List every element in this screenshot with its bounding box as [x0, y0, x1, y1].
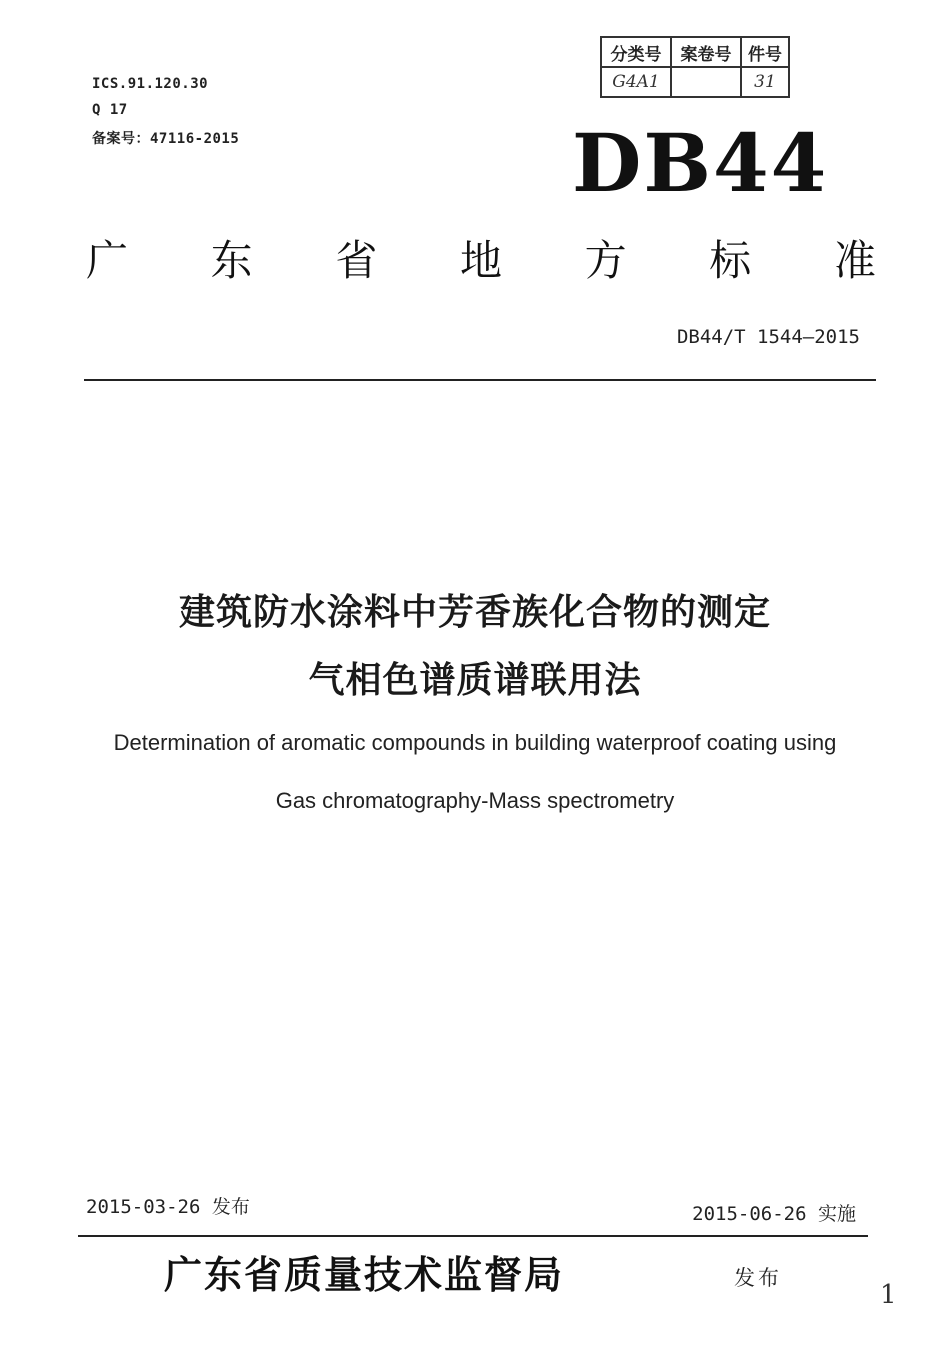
stamp-value-item: 31: [741, 67, 789, 97]
implement-date: 2015-06-26 实施: [692, 1203, 856, 1225]
standard-type-char: 标: [709, 236, 752, 285]
standard-type-char: 省: [335, 236, 378, 285]
ics-code: ICS.91.120.30: [92, 76, 209, 92]
stamp-value-category: G4A1: [601, 67, 671, 97]
standard-type-char: 方: [584, 236, 627, 285]
title-zh-line1: 建筑防水涂料中芳香族化合物的测定: [178, 592, 771, 633]
standard-type-char: 地: [459, 236, 502, 285]
stamp-header-category: 分类号: [601, 37, 671, 67]
top-divider: [84, 379, 876, 381]
stamp-header-file: 案卷号: [671, 37, 741, 67]
standard-type-heading: [86, 228, 876, 288]
bottom-divider: [78, 1235, 868, 1237]
issue-label: 发布: [734, 1266, 782, 1290]
title-en-line2: Gas chromatography-Mass spectrometry: [275, 788, 675, 813]
stamp-value-file: [671, 67, 741, 97]
page-number: 1: [880, 1280, 897, 1310]
publish-date: 2015-03-26 发布: [86, 1196, 250, 1218]
standard-type-char: 广: [86, 236, 129, 285]
standard-type-char: 东: [210, 236, 253, 285]
archive-stamp: [600, 36, 790, 98]
standard-type-char: 准: [833, 236, 876, 285]
title-en-line1: Determination of aromatic compounds in building waterproof coating using: [113, 730, 837, 755]
record-number: 备案号：47116-2015: [92, 131, 240, 147]
stamp-header-item: 件号: [741, 37, 789, 67]
title-zh-line2: 气相色谱质谱联用法: [308, 660, 642, 701]
issuing-authority: 广东省质量技术监督局: [164, 1252, 565, 1297]
ccs-code: Q 17: [92, 102, 128, 118]
db44-logo: DB44: [572, 116, 829, 210]
standard-number: DB44/T 1544—2015: [676, 326, 860, 348]
